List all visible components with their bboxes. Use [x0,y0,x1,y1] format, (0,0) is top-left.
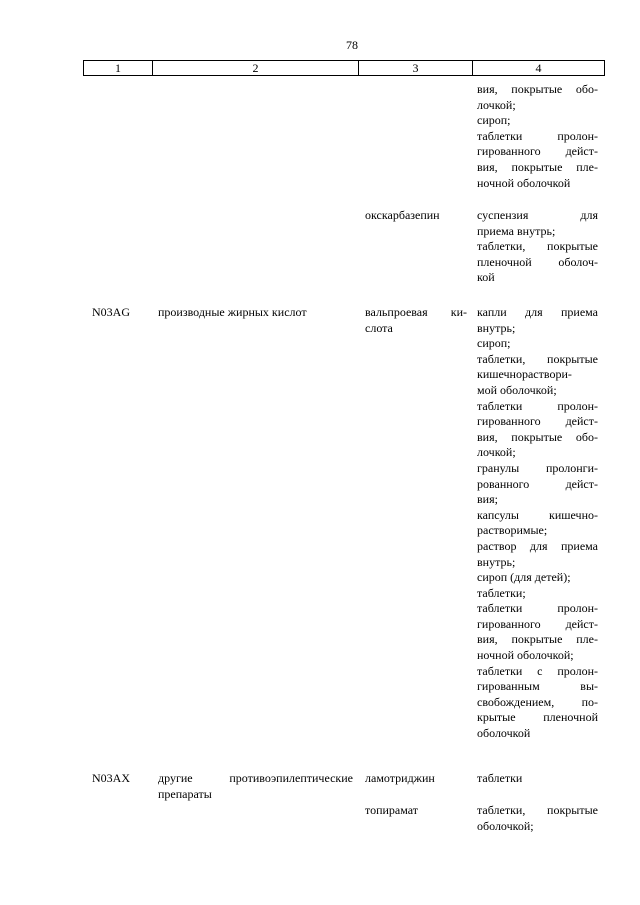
text-line: пленочной оболоч- [477,254,598,269]
forms-oxcarbazepine [477,208,598,286]
text-line: рованного дейст- [477,476,598,491]
text-line: другие противоэпилептические [158,771,353,785]
text-line: вия, покрытые обо- [477,429,598,444]
header-col-2: 2 [152,60,359,76]
text-line: гированным вы- [477,679,598,694]
drug-valproic-acid [365,305,467,336]
text-line: гранулы пролонги- [477,460,598,475]
text-line: ночной оболочкой [477,175,571,190]
text-line: приема внутрь; [477,223,556,238]
drug-lamotrigine: ламотриджин [365,771,435,785]
table-header [83,60,605,77]
text-line: сироп (для детей); [477,570,571,585]
text-line: таблетки пролон- [477,398,598,413]
text-line: слота [365,320,393,335]
text-line: сироп; [477,113,511,128]
text-line: гированного дейст- [477,414,598,429]
forms-continued [477,82,598,191]
text-line: вия; [477,492,498,507]
text-line: таблетки, покрытые [477,351,598,366]
text-line: таблетки пролон- [477,601,598,616]
header-col-1: 1 [83,60,153,76]
text-line: гированного дейст- [477,616,598,631]
text-line: оболочкой [477,726,531,741]
text-line: раствор для приема [477,538,598,553]
text-line: мой оболочкой; [477,382,557,397]
text-line: вия, покрытые обо- [477,82,598,96]
text-line: внутрь; [477,320,516,335]
text-line: таблетки; [477,585,526,600]
forms-valproic-acid [477,305,598,742]
text-line: капсулы кишечно- [477,507,598,522]
text-line: таблетки с пролон- [477,663,598,678]
text-line: сироп; [477,336,511,351]
text-line: лочкой; [477,445,516,460]
text-line: окскарбазепин [365,208,440,222]
forms-lamotrigine: таблетки [477,771,523,785]
text-line: таблетки, покрытые [477,803,598,817]
text-line: свобождением, по- [477,694,598,709]
text-line: внутрь; [477,554,516,569]
text-line: суспензия для [477,208,598,222]
text-line: лочкой; [477,97,516,112]
text-line: ночной оболочкой; [477,648,574,663]
header-col-4: 4 [472,60,605,76]
page-number: 78 [346,38,358,52]
atc-code-n03ag: N03AG [92,305,130,319]
text-line: таблетки пролон- [477,128,598,143]
text-line: капли для приема [477,305,598,319]
drug-oxcarbazepine [365,208,467,224]
text-line: оболочкой; [477,818,534,833]
text-line: кишечнораствори- [477,367,572,382]
text-line: вия, покрытые пле- [477,632,598,647]
text-line: таблетки, покрытые [477,239,598,254]
text-line: гированного дейст- [477,144,598,159]
group-n03ax [158,771,353,802]
text-line: растворимые; [477,523,548,538]
drug-topiramate: топирамат [365,803,419,817]
text-line: крытые пленочной [477,710,598,725]
text-line: вальпроевая ки- [365,305,467,319]
text-line: вия, покрытые пле- [477,159,598,174]
group-n03ag: производные жирных кислот [158,305,307,319]
text-line: препараты [158,786,212,801]
atc-code-n03ax: N03AX [92,771,130,785]
text-line: кой [477,270,495,285]
forms-topiramate [477,803,598,834]
header-col-3: 3 [358,60,473,76]
